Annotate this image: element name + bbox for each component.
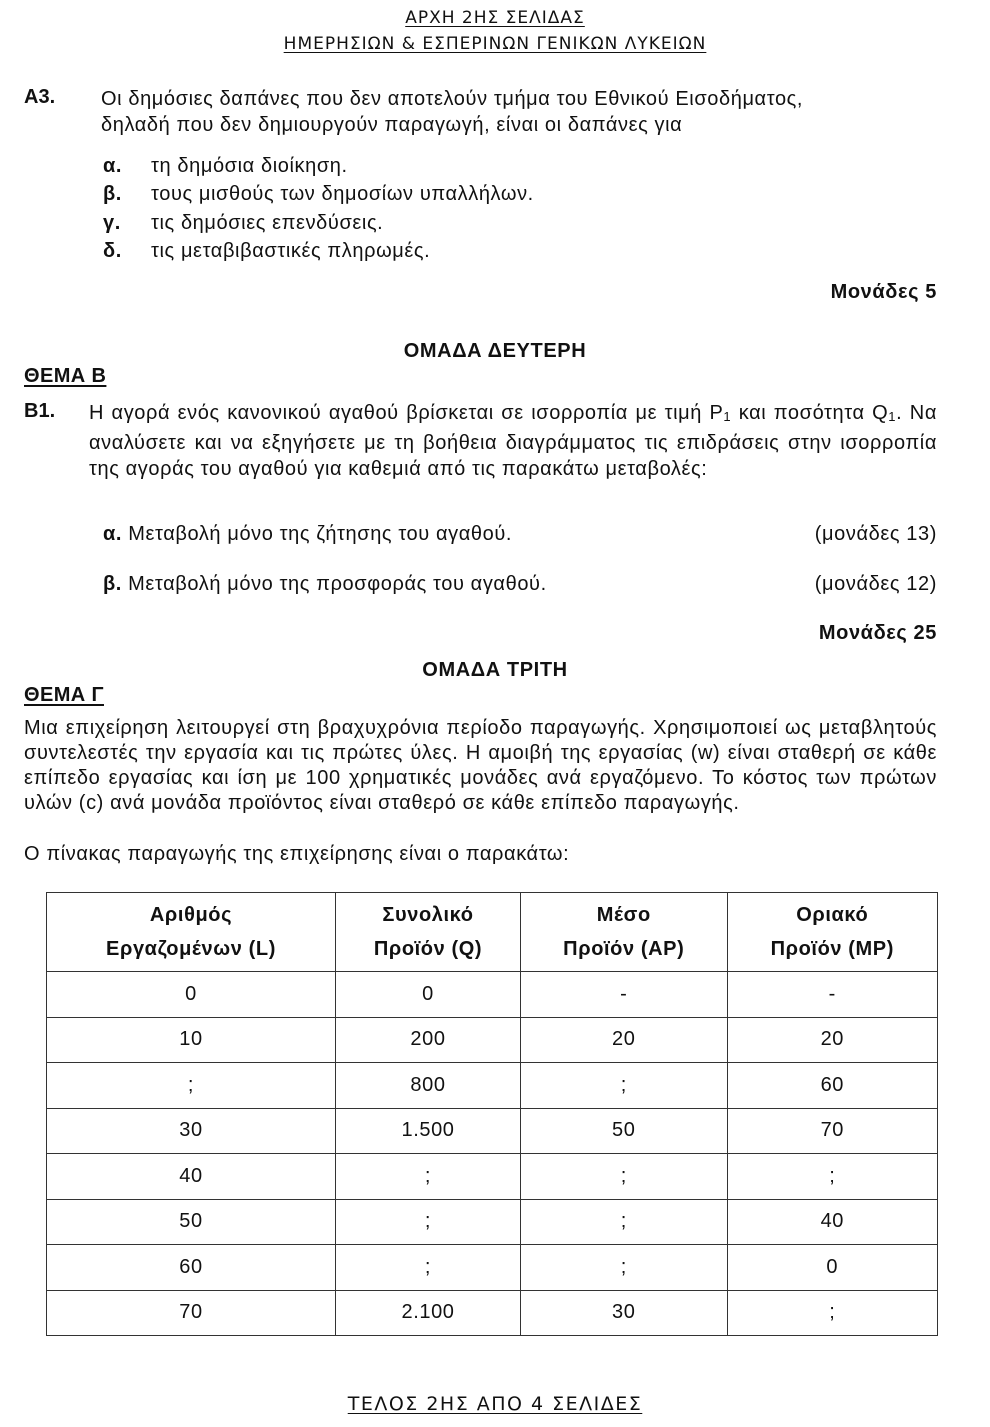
b1-subquestion-b-points: (μονάδες 12)	[814, 573, 937, 595]
table-row: 10 200 20 20	[47, 1017, 938, 1063]
page-header-subtitle: ΗΜΕΡΗΣΙΩΝ & ΕΣΠΕΡΙΝΩΝ ΓΕΝΙΚΩΝ ΛΥΚΕΙΩΝ	[283, 34, 707, 54]
theme-c-heading: ΘΕΜΑ Γ	[24, 684, 104, 706]
b1-subquestion-a-points: (μονάδες 13)	[814, 523, 937, 545]
a3-option-c: γ. τις δημόσιες επενδύσεις.	[103, 212, 384, 234]
a3-option-d: δ. τις μεταβιβαστικές πληρωμές.	[103, 240, 431, 262]
header-total-product: Συνολικό Προϊόν (Q)	[336, 893, 521, 972]
table-row: 30 1.500 50 70	[47, 1108, 938, 1154]
table-row: ; 800 ; 60	[47, 1063, 938, 1109]
header-average-product: Μέσο Προϊόν (AP)	[520, 893, 727, 972]
a3-option-a: α. τη δημόσια διοίκηση.	[103, 155, 348, 177]
header-workers: Αριθμός Εργαζομένων (L)	[47, 893, 336, 972]
table-row: 60 ; ; 0	[47, 1245, 938, 1291]
b1-subquestion-a: α. Μεταβολή μόνο της ζήτησης του αγαθού. (μονάδες 13)	[103, 523, 937, 545]
a3-option-b: β. τους μισθούς των δημοσίων υπαλλήλων.	[103, 183, 534, 205]
b1-points: Μονάδες 25	[818, 622, 937, 644]
question-label-a3: Α3.	[24, 86, 56, 108]
production-table	[46, 892, 938, 1336]
a3-points: Μονάδες 5	[830, 281, 937, 303]
theme-c-paragraph: Μια επιχείρηση λειτουργεί στη βραχυχρόνια περίοδο παραγωγής. Χρησιμοποιεί ως μεταβλητούς συντελεστές την εργασία και τις πρώτες ύλες. Η αμοιβή της εργασίας (w) είναι σταθερή σε κάθε επίπεδο εργασίας και ίση με 100 χρηματικές μονάδες ανά εργαζόμενο. Το κόστος των πρώτων υλών (c) ανά μονάδα προϊόντος είναι σταθερό σε κάθε επίπεδο παραγωγής.	[24, 717, 937, 814]
question-a3-text: Οι δημόσιες δαπάνες που δεν αποτελούν τμήμα του Εθνικού Εισοδήματος, δηλαδή που δεν δημιουργούν παραγωγή, είναι οι δαπάνες για	[101, 88, 804, 136]
table-row: 50 ; ; 40	[47, 1199, 938, 1245]
question-b1-text: Η αγορά ενός κανονικού αγαθού βρίσκεται σε ισορροπία με τιμή $P_1$ και ποσότητα $Q_1$. Να αναλύσετε και να εξηγήσετε με τη βοήθεια διαγράμματος τις επιδράσεις στην ισορροπία της αγοράς του αγαθού για καθεμιά από τις παρακάτω μεταβολές:	[89, 402, 937, 480]
header-marginal-product: Οριακό Προϊόν (MP)	[727, 893, 937, 972]
group-two-title: ΟΜΑΔΑ ΔΕΥΤΕΡΗ	[403, 340, 587, 362]
group-three-title: ΟΜΑΔΑ ΤΡΙΤΗ	[422, 659, 568, 681]
table-row: 0 0 - -	[47, 972, 938, 1018]
table-row: 40 ; ; ;	[47, 1154, 938, 1200]
table-header-row	[47, 893, 938, 972]
table-intro: Ο πίνακας παραγωγής της επιχείρησης είναι ο παρακάτω:	[24, 843, 570, 865]
question-label-b1: Β1.	[24, 400, 56, 422]
table-row: 70 2.100 30 ;	[47, 1290, 938, 1336]
theme-b-heading: ΘΕΜΑ Β	[24, 365, 107, 387]
page-footer: ΤΕΛΟΣ 2ΗΣ ΑΠΟ 4 ΣΕΛΙΔΕΣ	[347, 1393, 643, 1415]
page-header-title: ΑΡΧΗ 2ΗΣ ΣΕΛΙΔΑΣ	[405, 8, 585, 28]
b1-subquestion-b: β. Μεταβολή μόνο της προσφοράς του αγαθού. (μονάδες 12)	[103, 573, 937, 595]
